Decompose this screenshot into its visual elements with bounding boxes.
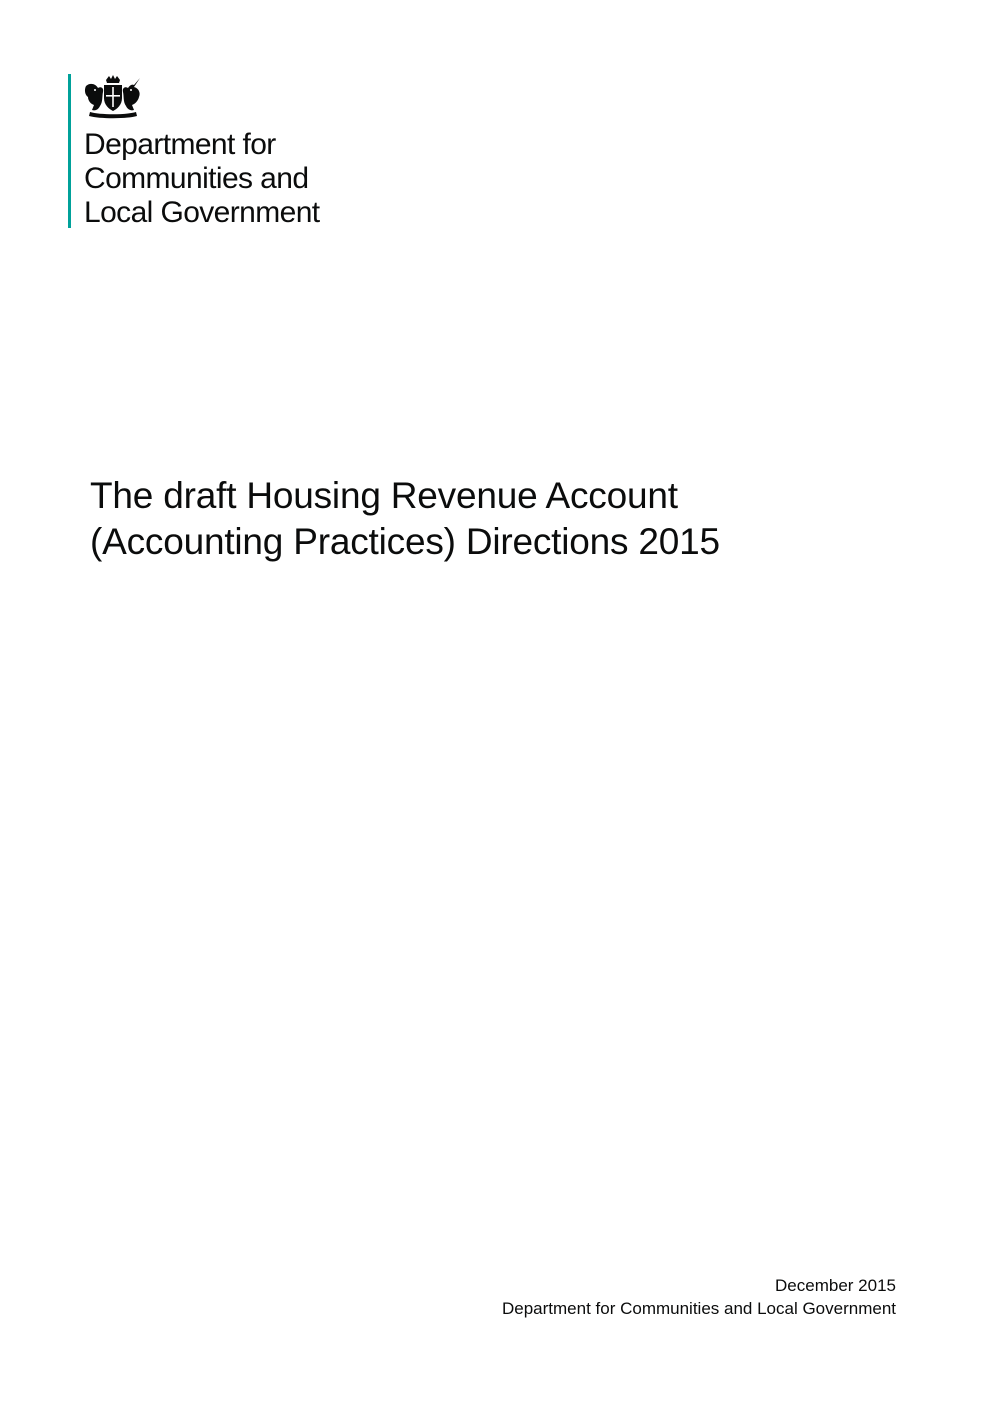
royal-coat-of-arms-icon (82, 74, 144, 120)
publication-date: December 2015 (775, 1276, 896, 1295)
publisher-name: Department for Communities and Local Government (501, 1299, 896, 1318)
department-name (84, 128, 320, 230)
department-logo (68, 74, 368, 230)
department-name-line-3: Local Government (84, 196, 320, 229)
department-name-line-2: Communities and (84, 162, 309, 195)
document-title-line-1: The draft Housing Revenue Account (90, 475, 678, 516)
logo-accent-rule (68, 74, 71, 228)
document-title (90, 473, 910, 565)
department-name-line-1: Department for (84, 128, 276, 161)
document-title-line-2: (Accounting Practices) Directions 2015 (90, 521, 720, 562)
document-footer (502, 1274, 896, 1320)
